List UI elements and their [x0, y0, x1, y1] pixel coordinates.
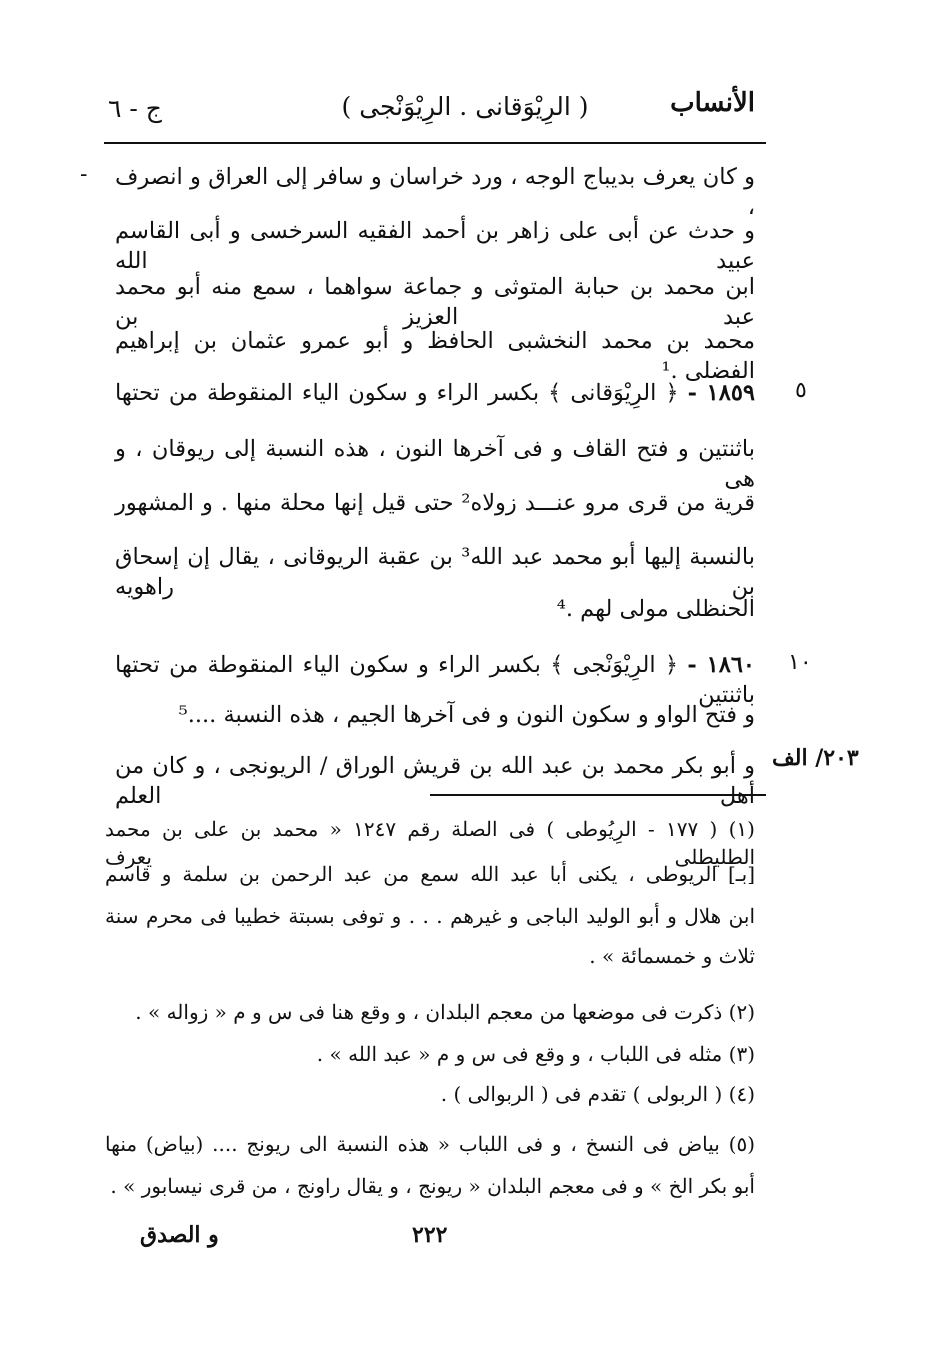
body-line: و حدث عن أبى على زاهر بن أحمد الفقيه السرخسى و أبى القاسم عبيد الله	[115, 218, 755, 274]
footnote-line: (٣) مثله فى اللباب ، و وقع فى س و م « عبد الله » .	[316, 1042, 755, 1066]
footnote-line: [بـ] الريوطى ، يكنى أبا عبد الله سمع من عبد الرحمن بن سلمة و قاسم	[105, 862, 755, 886]
footnote-rule	[430, 794, 766, 796]
body-line: و أبو بكر محمد بن عبد الله بن قريش الوراق / الريونجى ، و كان من أهل العلم	[115, 753, 755, 809]
margin-line-number-10: ١٠	[788, 650, 812, 675]
running-header-volume: ج - ٦	[108, 94, 162, 123]
entry-heading-text: ﴿ الرِيْوَقانى ﴾ بكسر الراء و سكون الياء المنقوطة من تحتها	[115, 380, 679, 406]
body-line: الحنظلى مولى لهم .⁴	[556, 596, 755, 622]
footnote-line: ابن هلال و أبو الوليد الباجى و غيرهم . . . و توفى بسبتة خطيبا فى محرم سنة	[105, 904, 756, 928]
body-line: و فتح الواو و سكون النون و فى آخرها الجيم ، هذه النسبة ....⁵	[178, 702, 755, 728]
footnote-line: (٥) بياض فى النسخ ، و فى اللباب « هذه النسبة الى ريونج .... (بياض) منها	[105, 1132, 755, 1156]
body-line: محمد بن محمد النخشبى الحافظ و أبو عمرو عثمان بن إبراهيم الفضلى .¹	[115, 328, 755, 384]
body-line: قرية من قرى مرو عنـــد زولاه² حتى قيل إنها محلة منها . و المشهور	[115, 490, 756, 516]
entry-number: ١٨٥٩ -	[687, 380, 756, 406]
running-header-book-title: الأنساب	[670, 88, 755, 118]
header-rule	[104, 142, 766, 144]
body-line: باثنتين و فتح القاف و فى آخرها النون ، هذه النسبة إلى ريوقان ، و هى	[115, 436, 755, 492]
running-header-entry-title: ( الرِيْوَقانى . الرِيْوَنْجى )	[341, 92, 589, 121]
margin-folio-mark: ٢٠٣/ الف	[772, 745, 859, 771]
margin-line-number-5: ٥	[795, 378, 807, 403]
page-number: ٢٢٢	[412, 1222, 448, 1248]
entry-heading-text: ﴿ الرِيْوَنْجى ﴾ بكسر الراء و سكون الياء المنقوطة من تحتها باثنتين	[115, 652, 755, 708]
entry-number: ١٨٦٠ -	[687, 652, 755, 678]
footnote-line: أبو بكر الخ » و فى معجم البلدان « ريونج ، و يقال راونج ، من قرى نيسابور » .	[110, 1174, 755, 1198]
footnote-line: (١) ( ١٧٧ - الرِيُوطى ) فى الصلة رقم ١٢٤٧ « محمد بن على بن محمد الطليطلى يعرف	[105, 817, 755, 869]
margin-dash: -	[80, 162, 88, 187]
body-line: بالنسبة إليها أبو محمد عبد الله³ بن عقبة الريوقانى ، يقال إن إسحاق بن راهويه	[115, 544, 755, 600]
catchword: و الصدق	[140, 1222, 219, 1248]
body-line: ابن محمد بن حبابة المتوثى و جماعة سواهما ، سمع منه أبو محمد عبد العزيز بن	[115, 274, 755, 330]
footnote-line: (٢) ذكرت فى موضعها من معجم البلدان ، و وقع هنا فى س و م « زواله » .	[135, 1000, 755, 1024]
footnote-line: (٤) ( الربولى ) تقدم فى ( الربوالى ) .	[440, 1082, 755, 1106]
body-line: و كان يعرف بديباج الوجه ، ورد خراسان و سافر إلى العراق و انصرف ،	[115, 164, 755, 220]
footnote-line: ثلاث و خمسمائة » .	[589, 944, 755, 968]
entry-1859-first-line	[115, 378, 755, 408]
